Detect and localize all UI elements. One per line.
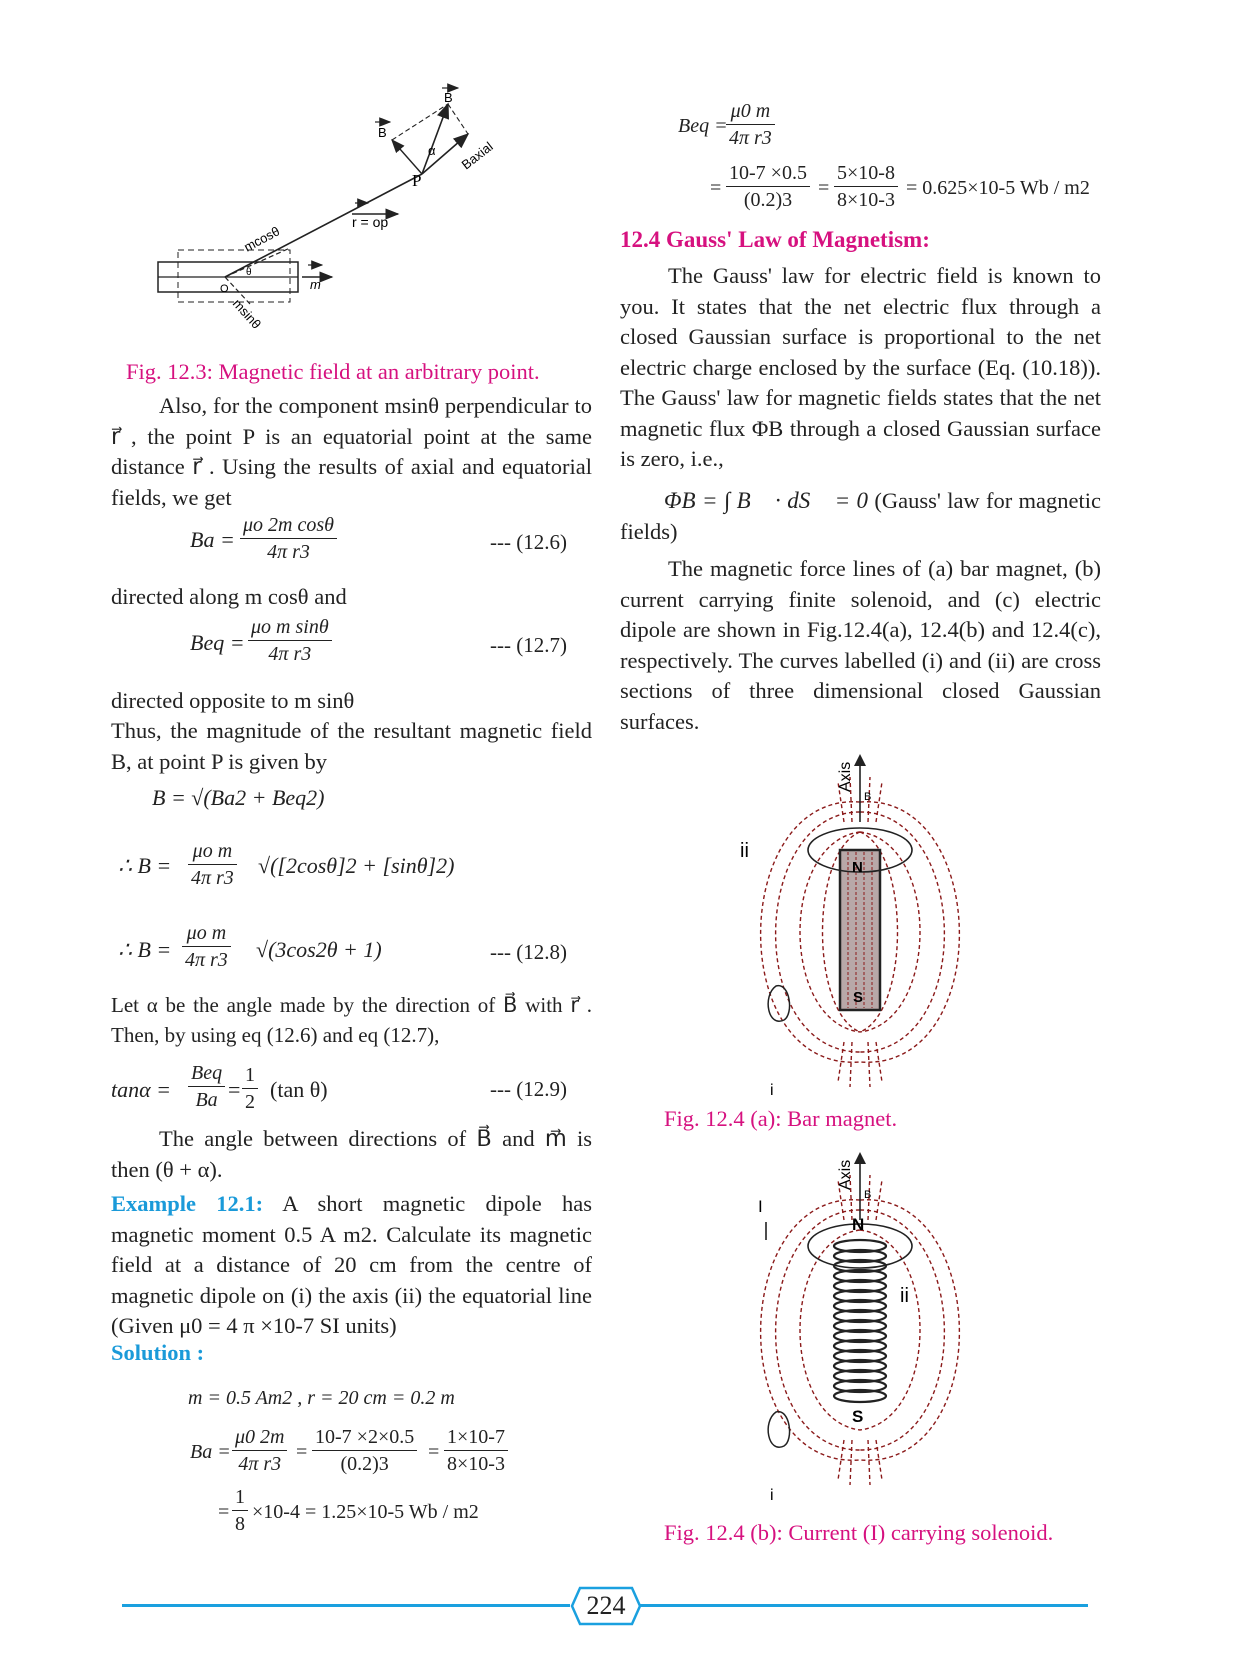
fig4b-n-label: N bbox=[852, 1215, 865, 1234]
eq-12-9-rhs: (tan θ) bbox=[270, 1077, 328, 1102]
eq-12-9-fraction bbox=[188, 1060, 225, 1113]
page-number: 224 bbox=[586, 1591, 626, 1620]
fig4a-b-label: B bbox=[864, 791, 872, 803]
fig4b-b-label: B bbox=[864, 1189, 872, 1201]
paragraph-gauss-law: The Gauss' law for electric field is known to you. It states that the net electric flux through a closed Gaussian surface is proportional to the net electric charge enclosed by the surface (Eq. (10.18)). The Gauss' law for magnetic fields states that the net magnetic flux ΦB through a closed Gaussian surface is zero, i.e., bbox=[620, 263, 1101, 471]
eq-12-9-half bbox=[242, 1062, 258, 1115]
beq-frac2-num: 10-7 ×0.5 bbox=[726, 160, 810, 187]
eq-12-8-lhs: ∴ B = bbox=[118, 937, 172, 962]
sol-result-eq: = bbox=[218, 1501, 230, 1523]
fig4a-axis-label: Axis bbox=[837, 761, 854, 792]
eq-12-7-denominator: 4π r3 bbox=[268, 643, 312, 665]
sol-ba-lhs: Ba = bbox=[190, 1441, 231, 1463]
sol-ba-frac3 bbox=[444, 1424, 508, 1477]
eq-12-7-numerator: μo m sinθ bbox=[248, 614, 332, 641]
beq-frac2 bbox=[726, 160, 810, 213]
eq-12-8-numerator: μo m bbox=[182, 920, 231, 947]
fig3-label-o: O bbox=[220, 283, 229, 295]
fig3-label-p: P bbox=[412, 171, 422, 190]
eq-12-6-numerator: μo 2m cosθ bbox=[240, 512, 337, 539]
fig3-label-m: m bbox=[310, 277, 321, 292]
beq-frac3 bbox=[834, 160, 898, 213]
eq-12-8-tag: --- (12.8) bbox=[490, 940, 567, 964]
fig4a-ii-label: ii bbox=[740, 840, 749, 862]
fig4a-s-label: S bbox=[853, 989, 864, 1006]
beq-frac3-num: 5×10-8 bbox=[834, 160, 898, 187]
sol-result-frac-den: 8 bbox=[235, 1513, 245, 1535]
eq-12-9-denominator: Ba bbox=[195, 1089, 218, 1111]
eq-b2-root: √([2cosθ]2 + [sinθ]2) bbox=[258, 853, 455, 878]
eq-12-8-root: √(3cos2θ + 1) bbox=[256, 937, 382, 962]
eq-b2-numerator: μo m bbox=[188, 838, 237, 865]
paragraph-directed-along: directed along m cosθ and bbox=[111, 584, 347, 609]
sol-ba-frac3-num: 1×10-7 bbox=[444, 1424, 508, 1451]
solution-label: Solution : bbox=[111, 1340, 205, 1365]
fig4b-ii-label: ii bbox=[900, 1285, 909, 1307]
eq-12-7-lhs: Beq = bbox=[190, 630, 245, 655]
eq-12-6-denominator: 4π r3 bbox=[267, 541, 310, 563]
paragraph-resultant: Thus, the magnitude of the resultant magnetic field B, at point P is given by bbox=[111, 718, 592, 774]
eq-12-8-denominator: 4π r3 bbox=[185, 949, 228, 971]
example-label: Example 12.1: bbox=[111, 1191, 264, 1216]
beq-lhs: Beq = bbox=[678, 115, 728, 137]
footer-rule-right bbox=[640, 1604, 1088, 1607]
eq-12-9-lhs: tanα = bbox=[111, 1077, 172, 1102]
figure-12-3-caption: Fig. 12.3: Magnetic field at an arbitrary point. bbox=[126, 359, 540, 384]
eq-12-6-lhs: Ba = bbox=[190, 527, 235, 552]
sol-result-rest: ×10-4 = 1.25×10-5 Wb / m2 bbox=[252, 1501, 479, 1523]
section-heading: 12.4 Gauss' Law of Magnetism: bbox=[620, 227, 930, 252]
eq-12-9-numerator: Beq bbox=[188, 1060, 225, 1087]
beq-frac3-den: 8×10-3 bbox=[837, 189, 895, 211]
sol-ba-frac2-num: 10-7 ×2×0.5 bbox=[312, 1424, 417, 1451]
fig4b-current-label: I bbox=[758, 1197, 763, 1216]
beq-frac1-num: μ0 m bbox=[726, 98, 775, 125]
figure-12-4a bbox=[740, 752, 980, 1102]
eq-b-resultant: B = √(Ba2 + Beq2) bbox=[152, 785, 325, 810]
paragraph-let-alpha: Let α be the angle made by the direction of B⃗ with r⃗ . Then, by using eq (12.6) and eq (12.7), bbox=[111, 993, 592, 1047]
fig3-label-msin: msinθ bbox=[229, 295, 265, 332]
paragraph-force-lines: The magnetic force lines of (a) bar magnet, (b) current carrying finite solenoid, and (c) electric dipole are shown in Fig.12.4(a), 12.4(b) and 12.4(c), respectively. The curves labelled (i) and (ii) are cross sections of three dimensional closed Gaussian surfaces. bbox=[620, 556, 1101, 734]
eq-12-8-fraction bbox=[182, 920, 231, 973]
fig3-label-b-perp: B bbox=[378, 125, 387, 140]
fig4b-s-label: S bbox=[852, 1407, 864, 1426]
fig3-label-r-op: r = op bbox=[352, 214, 389, 230]
beq-result: = 0.625×10-5 Wb / m2 bbox=[906, 177, 1090, 199]
eq-12-9-tag: --- (12.9) bbox=[490, 1077, 567, 1101]
fig3-label-theta: θ bbox=[246, 267, 252, 278]
sol-ba-frac1-den: 4π r3 bbox=[238, 1453, 282, 1475]
sol-ba-eq1: = bbox=[296, 1441, 308, 1463]
figure-12-4a-caption: Fig. 12.4 (a): Bar magnet. bbox=[664, 1106, 898, 1131]
gauss-equation-block bbox=[620, 486, 1101, 547]
figure-12-4b-caption: Fig. 12.4 (b): Current (I) carrying solenoid. bbox=[664, 1520, 1054, 1545]
figure-12-4b bbox=[740, 1150, 980, 1505]
figure-12-3 bbox=[150, 82, 550, 357]
beq-frac1 bbox=[726, 98, 775, 151]
fig4a-i-label: i bbox=[770, 1082, 774, 1099]
beq-frac2-den: (0.2)3 bbox=[743, 189, 793, 211]
fig4b-i-label: i bbox=[770, 1487, 774, 1504]
fig4b-axis-label: Axis bbox=[837, 1159, 854, 1190]
sol-ba-frac3-den: 8×10-3 bbox=[447, 1453, 505, 1475]
solution-given: m = 0.5 Am2 , r = 20 cm = 0.2 m bbox=[188, 1387, 455, 1409]
footer-rule-left bbox=[122, 1604, 570, 1607]
gauss-equation: ΦB = ∫ B⃗ · dS⃗ = 0 bbox=[664, 488, 869, 513]
example-12-1 bbox=[111, 1189, 592, 1342]
paragraph-angle: The angle between directions of B⃗ and m⃗ is then (θ + α). bbox=[111, 1126, 592, 1182]
eq-12-7-tag: --- (12.7) bbox=[490, 633, 567, 657]
fig3-label-b-axial: Baxial bbox=[458, 138, 496, 173]
eq-12-6-tag: --- (12.6) bbox=[490, 530, 567, 554]
sol-ba-eq2: = bbox=[428, 1441, 440, 1463]
beq-eq1: = bbox=[710, 177, 722, 199]
eq-12-6-fraction bbox=[240, 512, 337, 565]
eq-12-9-half-num: 1 bbox=[242, 1062, 258, 1089]
eq-b2-denominator: 4π r3 bbox=[191, 867, 234, 889]
fig3-label-b: B bbox=[444, 90, 453, 105]
fig3-label-mcos: mcosθ bbox=[241, 223, 283, 255]
sol-ba-frac1-num: μ0 2m bbox=[232, 1424, 287, 1451]
sol-result-frac bbox=[232, 1484, 248, 1537]
sol-ba-frac2 bbox=[312, 1424, 417, 1477]
fig3-label-alpha: α bbox=[428, 143, 436, 158]
sol-ba-frac2-den: (0.2)3 bbox=[340, 1453, 389, 1475]
beq-eq2: = bbox=[818, 177, 830, 199]
eq-12-9-equals: = bbox=[228, 1077, 241, 1102]
example-text: A short magnetic dipole has magnetic moment 0.5 A m2. Calculate its magnetic field at a distance of 20 cm from the centre of magnetic dipole on (i) the axis (ii) the equatorial line (Given μ0 = 4 π ×10-7 SI units) bbox=[111, 1191, 593, 1338]
eq-b2-lhs: ∴ B = bbox=[118, 853, 172, 878]
eq-12-9-half-den: 2 bbox=[245, 1091, 255, 1113]
eq-b2-fraction bbox=[188, 838, 237, 891]
paragraph-components: Also, for the component msinθ perpendicular to r⃗ , the point P is an equatorial point at the same distance r⃗ . Using the results of axial and equatorial fields, we get bbox=[111, 393, 592, 510]
sol-ba-frac1 bbox=[232, 1424, 287, 1477]
eq-12-7-fraction bbox=[248, 614, 332, 667]
sol-result-frac-num: 1 bbox=[232, 1484, 248, 1511]
fig4a-n-label: N bbox=[852, 859, 863, 876]
paragraph-directed-opposite: directed opposite to m sinθ bbox=[111, 688, 355, 713]
gauss-equation-note: (Gauss' law for magnetic fields) bbox=[620, 488, 1102, 544]
beq-frac1-den: 4π r3 bbox=[729, 127, 772, 149]
